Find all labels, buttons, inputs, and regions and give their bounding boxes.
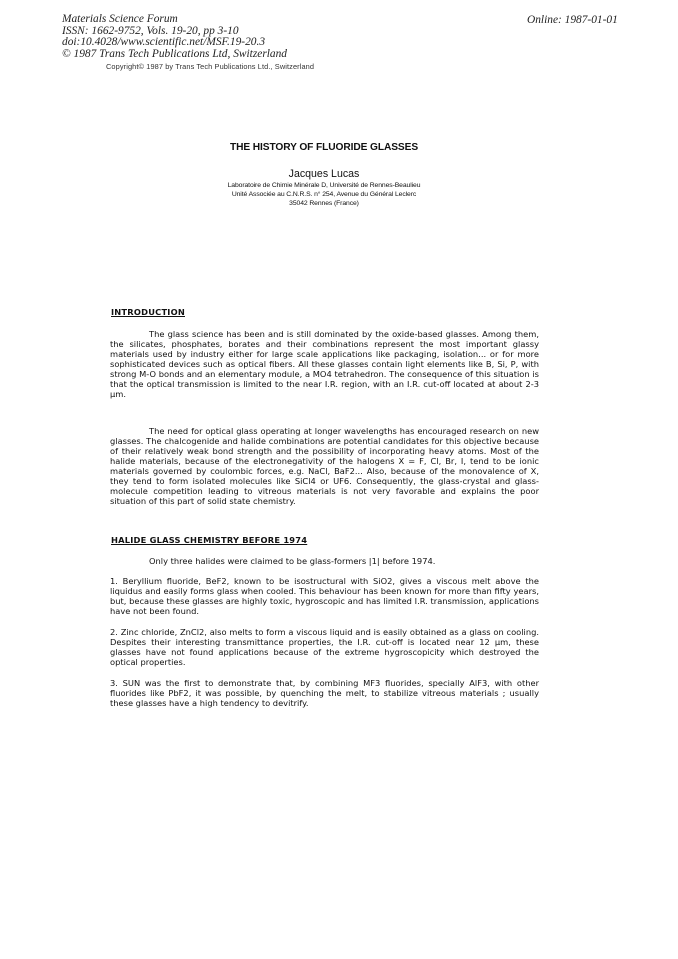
publisher-line: © 1987 Trans Tech Publications Ltd, Switzerland — [62, 47, 287, 60]
affiliation-line: Unité Associée au C.N.R.S. n° 254, Avenue du Général Leclerc — [231, 191, 417, 198]
paragraph: Only three halides were claimed to be glass-formers |1| before 1974. — [149, 556, 436, 566]
issn-line: ISSN: 1662-9752, Vols. 19-20, pp 3-10 — [62, 24, 239, 37]
affiliation-line: 35042 Rennes (France) — [289, 200, 359, 207]
list-item: 1. Beryllium fluoride, BeF2, known to be isostructural with SiO2, gives a viscous melt above the liquidus and easily forms glass when cooled. This behaviour has been known for more than fifty years, but, because these glasses are highly toxic, hygroscopic and has limited I.R. transmission, applications have not been found. — [110, 576, 539, 617]
journal-name: Materials Science Forum — [62, 13, 178, 25]
paragraph: The glass science has been and is still dominated by the oxide-based glasses. Among them, the silicates, phosphates, borates and their combinations represent the most important glassy materials used by industry either for large scale applications like packaging, isolation... or for more sophisticated devices such as optical fibers. All these glasses contain light elements like B, Si, P, with strong M-O bonds and an elementary module, a MO4 tetrahedron. The consequence of this situation is that the optical transmission is limited to the near I.R. region, with an I.R. cut-off located at about 2-3 μm. — [110, 329, 539, 400]
paper-title: THE HISTORY OF FLUORIDE GLASSES — [229, 142, 419, 153]
author-name: Jacques Lucas — [288, 168, 360, 180]
copyright-line: Copyright© 1987 by Trans Tech Publications Ltd., Switzerland — [106, 62, 315, 71]
section-heading-halide: HALIDE GLASS CHEMISTRY BEFORE 1974 — [111, 535, 308, 545]
citation-header — [62, 14, 287, 60]
online-date: Online: 1987-01-01 — [527, 14, 618, 26]
list-item: 3. SUN was the first to demonstrate that, by combining MF3 fluorides, specially AlF3, with other fluorides like PbF2, it was possible, by quenching the melt, to stabilize vitreous materials ; usually these glasses have a high tendency to devitrify. — [110, 678, 539, 709]
affiliation-line: Laboratoire de Chimie Minérale D, Université de Rennes-Beaulieu — [227, 182, 421, 189]
section-heading-introduction: INTRODUCTION — [111, 307, 185, 317]
list-item: 2. Zinc chloride, ZnCl2, also melts to form a viscous liquid and is easily obtained as a glass on cooling. Despites their interesting transmittance properties, the I.R. cut-off is located near 12 μm, these glasses have not found applications because of the extreme hygroscopicity which destroyed the optical properties. — [110, 627, 539, 668]
paragraph: The need for optical glass operating at longer wavelengths has encouraged research on new glasses. The chalcogenide and halide combinations are potential candidates for this objective because of their relatively weak bond strength and the possibility of incorporating heavy atoms. Most of the halide materials, because of the electronegativity of the halogens X = F, Cl, Br, I, tend to be ionic materials governed by coulombic forces, e.g. NaCl, BaF2... Also, because of the monovalence of X, they tend to form isolated molecules like SiCl4 or UF6. Consequently, the glass-crystal and glass-molecule competition leading to vitreous materials is not very favorable and explains the poor situation of this part of solid state chemistry. — [110, 426, 539, 507]
doi-line[interactable]: doi:10.4028/www.scientific.net/MSF.19-20.3 — [62, 36, 266, 49]
